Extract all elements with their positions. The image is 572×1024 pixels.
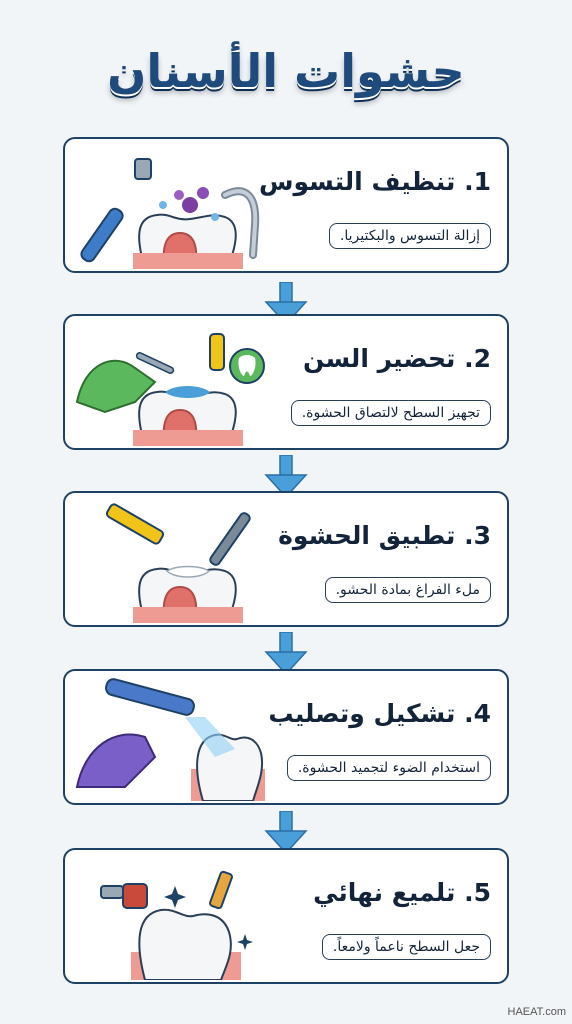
step-title-1: 1. تنظيف التسوس	[258, 167, 491, 196]
step-title-3: 3. تطبيق الحشوة	[278, 521, 491, 550]
tooth-preparation-illustration	[75, 322, 265, 446]
light-curing-illustration	[75, 677, 265, 801]
filling-application-illustration	[75, 499, 265, 623]
step-desc-5: جعل السطح ناعماً ولامعاً.	[322, 934, 491, 960]
step-desc-2: تجهيز السطح لالتصاق الحشوة.	[291, 400, 491, 426]
watermark: HAEAT.com	[507, 1006, 566, 1018]
step-desc-3: ملء الفراغ بمادة الحشو.	[325, 577, 491, 603]
step-title-5: 5. تلميع نهائي	[313, 878, 491, 907]
step-desc-4: استخدام الضوء لتجميد الحشوة.	[287, 755, 491, 781]
step-title-4: 4. تشكيل وتصليب	[268, 699, 491, 728]
step-card-5	[63, 848, 509, 984]
step-card-3	[63, 491, 509, 627]
step-card-4	[63, 669, 509, 805]
step-desc-1: إزالة التسوس والبكتيريا.	[329, 223, 491, 249]
step-card-2	[63, 314, 509, 450]
page-title: حشوات الأسنان	[107, 44, 465, 98]
cavity-cleaning-illustration	[75, 145, 265, 269]
step-title-2: 2. تحضير السن	[303, 344, 491, 373]
step-card-1	[63, 137, 509, 273]
polishing-illustration	[75, 856, 265, 980]
